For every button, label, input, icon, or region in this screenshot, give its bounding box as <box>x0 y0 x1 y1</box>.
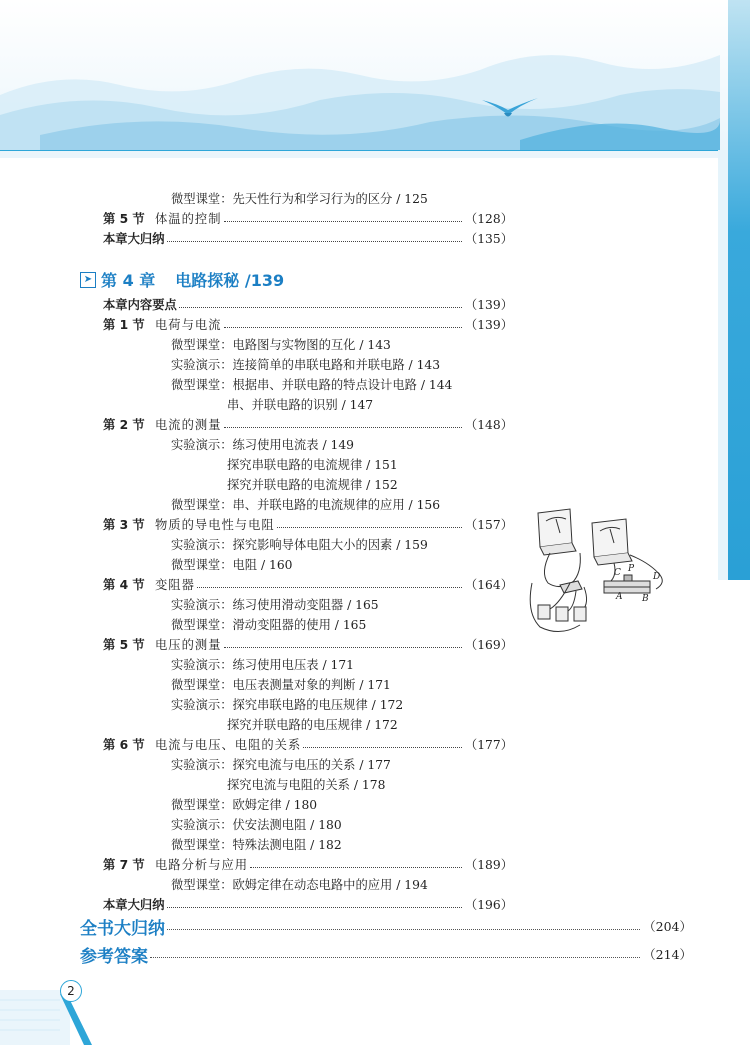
sub-entry-text: 微型课堂：特殊法测电阻 / 182 <box>171 838 342 852</box>
circuit-illustration <box>520 503 680 638</box>
chapter-heading[interactable] <box>80 268 284 291</box>
leader-dots <box>150 957 640 958</box>
leader-dots <box>224 327 462 328</box>
sub-entry-text: 探究并联电路的电压规律 / 172 <box>227 718 398 732</box>
page-ref: （128） <box>464 212 513 226</box>
toc-sub-entry[interactable] <box>103 834 513 854</box>
toc-sub-entry[interactable] <box>103 374 513 394</box>
sub-entry-text: 实验演示：探究电流与电压的关系 / 177 <box>171 758 391 772</box>
chevron-right-icon: ➤ <box>80 272 96 288</box>
figure-label: C <box>614 568 621 578</box>
mountain-banner <box>0 0 750 158</box>
page-ref: （164） <box>464 578 513 592</box>
toc-summary-entry[interactable] <box>103 894 513 914</box>
page-ref: （169） <box>464 638 513 652</box>
summary-title: 本章内容要点 <box>103 298 177 312</box>
section-number: 第 4 节 <box>103 578 145 592</box>
toc-section-entry[interactable] <box>103 314 513 334</box>
toc-sub-entry[interactable] <box>103 394 513 414</box>
sub-entry-text: 实验演示：探究串联电路的电压规律 / 172 <box>171 698 404 712</box>
leader-dots <box>224 221 462 222</box>
sub-entry-text: 微型课堂：滑动变阻器的使用 / 165 <box>171 618 367 632</box>
toc-sub-entry[interactable] <box>103 674 513 694</box>
page-number: 2 <box>60 980 82 1002</box>
toc-section-entry[interactable] <box>103 634 513 654</box>
sub-entry-text: 串、并联电路的识别 / 147 <box>227 398 374 412</box>
section-title: 物质的导电性与电阻 <box>155 518 275 532</box>
section-title: 电压的测量 <box>155 638 222 652</box>
sub-entry-text: 微型课堂：串、并联电路的电流规律的应用 / 156 <box>171 498 441 512</box>
toc-sub-entry[interactable] <box>103 794 513 814</box>
page-ref: （139） <box>464 318 513 332</box>
toc-sub-entry[interactable] <box>103 474 513 494</box>
figure-label: A <box>616 592 623 602</box>
toc-sub-entry[interactable] <box>103 614 513 634</box>
toc-section-entry[interactable] <box>103 208 513 228</box>
section-number: 第 5 节 <box>103 638 145 652</box>
toc-summary-entry[interactable] <box>103 294 513 314</box>
toc-big-entry[interactable] <box>80 914 692 938</box>
sub-entry-text: 实验演示：练习使用滑动变阻器 / 165 <box>171 598 379 612</box>
leader-dots <box>179 307 462 308</box>
toc-sub-entry[interactable] <box>103 714 513 734</box>
page-ref: （148） <box>464 418 513 432</box>
toc-sub-entry[interactable] <box>103 494 513 514</box>
page-ref: （139） <box>464 298 513 312</box>
page-ref: （204） <box>643 919 692 934</box>
section-number: 第 3 节 <box>103 518 145 532</box>
sub-entry-text: 微型课堂：电阻 / 160 <box>171 558 293 572</box>
leader-dots <box>303 747 462 748</box>
toc-section-entry[interactable] <box>103 574 513 594</box>
toc-sub-entry: 微型课堂：先天性行为和学习行为的区分 / 125 <box>171 192 428 206</box>
leader-dots <box>250 867 462 868</box>
section-title: 体温的控制 <box>155 212 222 226</box>
toc-sub-entry[interactable] <box>103 814 513 834</box>
page-ref: （189） <box>464 858 513 872</box>
sub-entry-text: 实验演示：练习使用电流表 / 149 <box>171 438 354 452</box>
page-ref: （177） <box>464 738 513 752</box>
sub-entry-text: 探究并联电路的电流规律 / 152 <box>227 478 398 492</box>
leader-dots <box>197 587 462 588</box>
page-ref: （214） <box>643 947 692 962</box>
toc-section-entry[interactable] <box>103 854 513 874</box>
toc-sub-entry[interactable] <box>103 334 513 354</box>
chapter-label: 第 4 章 <box>101 271 156 290</box>
toc-sub-entry[interactable] <box>103 554 513 574</box>
toc-sub-entry[interactable] <box>103 594 513 614</box>
section-title: 电荷与电流 <box>155 318 222 332</box>
section-number: 第 6 节 <box>103 738 145 752</box>
sub-entry-text: 微型课堂：欧姆定律 / 180 <box>171 798 318 812</box>
section-number: 第 5 节 <box>103 212 145 226</box>
big-entry-title: 参考答案 <box>80 946 148 967</box>
leader-dots <box>224 647 462 648</box>
summary-title: 本章大归纳 <box>103 232 165 246</box>
side-tab-shade <box>718 150 728 580</box>
page-ref: （135） <box>464 232 513 246</box>
sub-entry-text: 微型课堂：欧姆定律在动态电路中的应用 / 194 <box>171 878 428 892</box>
toc-big-entry[interactable] <box>80 942 692 966</box>
sub-entry-text: 探究电流与电阻的关系 / 178 <box>227 778 386 792</box>
leader-dots <box>167 241 462 242</box>
section-title: 电路分析与应用 <box>155 858 249 872</box>
section-number: 第 1 节 <box>103 318 145 332</box>
section-title: 变阻器 <box>155 578 195 592</box>
side-tab <box>728 0 750 580</box>
toc-main <box>103 294 513 914</box>
sub-entry-text: 实验演示：连接简单的串联电路和并联电路 / 143 <box>171 358 441 372</box>
toc-sub-entry[interactable] <box>103 434 513 454</box>
chapter-name: 电路探秘 /139 <box>175 271 285 290</box>
section-title: 电流的测量 <box>155 418 222 432</box>
toc-section-entry[interactable] <box>103 734 513 754</box>
page-ref: （196） <box>464 898 513 912</box>
sub-entry-text: 微型课堂：根据串、并联电路的特点设计电路 / 144 <box>171 378 453 392</box>
section-title: 电流与电压、电阻的关系 <box>155 738 302 752</box>
toc-sub-entry[interactable] <box>103 774 513 794</box>
figure-label: B <box>642 594 649 604</box>
header-rule <box>0 150 718 151</box>
sub-entry-text: 实验演示：伏安法测电阻 / 180 <box>171 818 342 832</box>
toc-sub-entry[interactable] <box>103 354 513 374</box>
figure-label: P <box>628 564 635 574</box>
page-ref: （157） <box>464 518 513 532</box>
leader-dots <box>224 427 462 428</box>
sub-entry-text: 探究串联电路的电流规律 / 151 <box>227 458 398 472</box>
toc-sub-entry[interactable] <box>103 694 513 714</box>
summary-title: 本章大归纳 <box>103 898 165 912</box>
leader-dots <box>167 907 462 908</box>
leader-dots <box>277 527 462 528</box>
figure-label: D <box>653 572 661 582</box>
big-entry-title: 全书大归纳 <box>80 918 165 939</box>
toc-sub-entry[interactable] <box>103 874 513 894</box>
leader-dots <box>167 929 640 930</box>
section-number: 第 7 节 <box>103 858 145 872</box>
toc-sub-entry[interactable] <box>103 654 513 674</box>
toc-section-entry[interactable] <box>103 514 513 534</box>
sub-entry-text: 实验演示：探究影响导体电阻大小的因素 / 159 <box>171 538 428 552</box>
section-number: 第 2 节 <box>103 418 145 432</box>
toc-section-entry[interactable] <box>103 414 513 434</box>
sub-entry-text: 实验演示：练习使用电压表 / 171 <box>171 658 354 672</box>
corner-decoration <box>0 960 120 1045</box>
toc-top <box>103 188 513 248</box>
sub-entry-text: 微型课堂：电路图与实物图的互化 / 143 <box>171 338 391 352</box>
toc-sub-entry[interactable] <box>103 534 513 554</box>
sub-entry-text: 微型课堂：电压表测量对象的判断 / 171 <box>171 678 391 692</box>
toc-sub-entry[interactable] <box>103 754 513 774</box>
toc-sub-entry[interactable] <box>103 454 513 474</box>
toc-summary-entry[interactable] <box>103 228 513 248</box>
